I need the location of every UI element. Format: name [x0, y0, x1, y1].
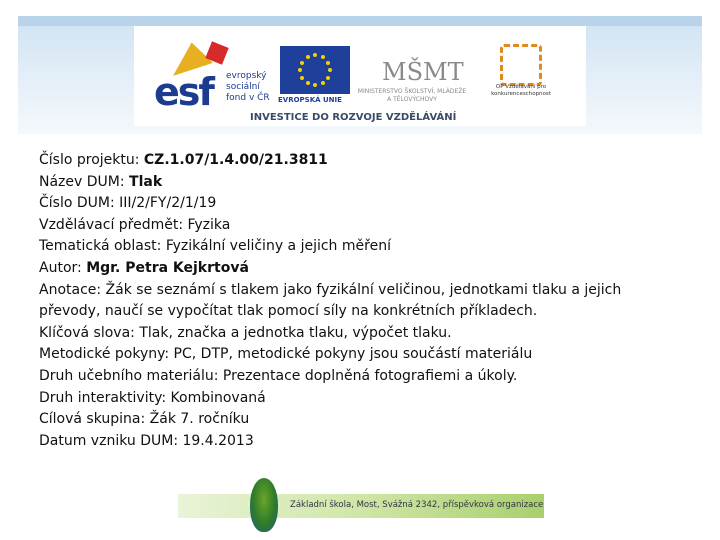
info-line-anotace: Anotace: Žák se seznámí s tlakem jako fyzikální veličinou, jednotkami tlaku a jejich — [39, 281, 622, 298]
eu-star-icon — [326, 76, 330, 80]
school-logo-icon — [250, 478, 278, 532]
info-label: Autor: — [39, 259, 87, 276]
eu-star-icon — [326, 61, 330, 65]
info-value: Tlak — [129, 173, 163, 190]
info-line-anotace-cont: převody, naučí se vypočítat tlak pomocí síly na konkrétních příkladech. — [39, 303, 538, 320]
school-name: Základní škola, Most, Svážná 2342, příspěvková organizace — [290, 500, 544, 510]
eu-star-icon — [306, 81, 310, 85]
info-value: Mgr. Petra Kejkrtová — [86, 259, 249, 276]
info-line-skupina: Cílová skupina: Žák 7. ročníku — [39, 411, 250, 428]
eu-star-icon — [321, 55, 325, 59]
info-line-interaktivita: Druh interaktivity: Kombinovaná — [39, 389, 266, 406]
info-value: Fyzikální veličiny a jejich měření — [165, 238, 391, 255]
info-line-druh: Druh učebního materiálu: Prezentace doplněná fotografiemi a úkoly. — [39, 367, 518, 384]
eu-flag-icon — [280, 46, 350, 94]
eu-star-icon — [313, 83, 317, 87]
info-label: Vzdělávací předmět: — [39, 216, 188, 233]
esf-logo-mark: esf — [154, 70, 213, 114]
eu-star-icon — [306, 55, 310, 59]
school-footer — [178, 476, 544, 536]
esf-logo-text — [226, 71, 270, 104]
eu-star-icon — [321, 81, 325, 85]
info-value: CZ.1.07/1.4.00/21.3811 — [143, 152, 328, 168]
eu-star-icon — [300, 61, 304, 65]
eu-star-icon — [300, 76, 304, 80]
msmt-logo-mark: MŠMT — [382, 58, 464, 86]
info-line-nazev — [39, 172, 699, 194]
investice-tagline: INVESTICE DO ROZVOJE VZDĚLÁVÁNÍ — [250, 112, 457, 123]
info-value: III/2/FY/2/1/19 — [119, 195, 217, 212]
eu-logo-label: EVROPSKÁ UNIE — [278, 96, 342, 104]
info-line-datum: Datum vzniku DUM: 19.4.2013 — [39, 432, 254, 449]
info-line-oblast — [39, 236, 699, 258]
info-label: Číslo projektu: — [39, 152, 144, 168]
info-label: Název DUM: — [39, 173, 130, 190]
esf-text-line: sociální — [226, 82, 260, 92]
info-line-predmet — [39, 215, 699, 237]
info-line-pokyny: Metodické pokyny: PC, DTP, metodické pokyny jsou součástí materiálu — [39, 346, 533, 363]
dum-info — [39, 150, 699, 452]
header-top-bar — [18, 16, 702, 26]
msmt-logo-text: MINISTERSTVO ŠKOLSTVÍ, MLÁDEŽE A TĚLOVÝCHOVY — [357, 88, 467, 103]
eu-star-icon — [298, 68, 302, 72]
eu-star-icon — [313, 53, 317, 57]
info-line-autor — [39, 258, 699, 280]
eu-star-icon — [328, 68, 332, 72]
logo-strip — [134, 26, 586, 126]
op-logo-icon — [500, 44, 542, 86]
info-line-cislo-dum — [39, 193, 699, 215]
info-label: Číslo DUM: — [39, 195, 120, 212]
esf-text-line: fond v ČR — [226, 93, 270, 103]
op-logo-text: OP Vzdělávání pro konkurenceschopnost — [491, 84, 551, 97]
info-line-klicova-slova: Klíčová slova: Tlak, značka a jednotka tlaku, výpočet tlaku. — [39, 324, 452, 341]
info-value: Fyzika — [187, 216, 231, 233]
info-line-cislo-projektu — [39, 150, 699, 172]
esf-text-line: evropský — [226, 71, 267, 81]
info-label: Tematická oblast: — [39, 238, 166, 255]
